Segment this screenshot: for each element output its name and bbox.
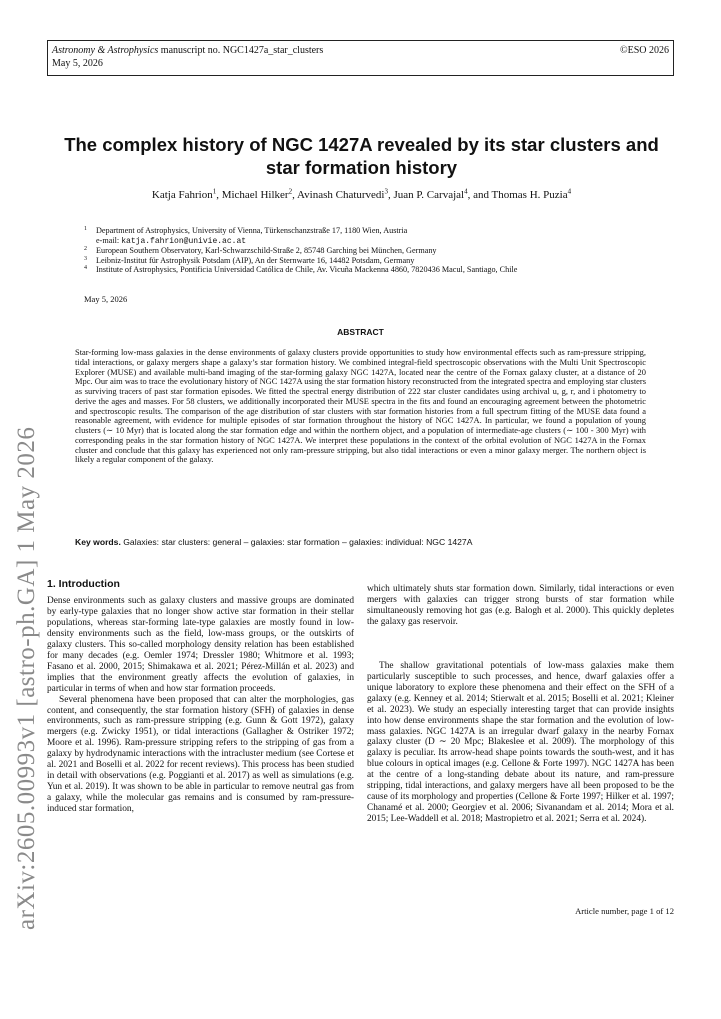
author-name: Michael Hilker — [221, 189, 289, 201]
running-header-box — [47, 40, 674, 76]
affiliation-row — [84, 256, 674, 266]
affiliation-row — [84, 246, 674, 256]
author-affiliation-mark: 1 — [212, 187, 217, 196]
affiliation-number: 2 — [84, 246, 87, 253]
affiliation-text: Department of Astrophysics, University of Vienna, Türkenschanzstraße 17, 1180 Wien, Austria — [96, 226, 408, 235]
page-footer: Article number, page 1 of 12 — [575, 906, 674, 916]
intro-paragraph: Dense environments such as galaxy clusters and massive groups are dominated by early-type galaxies that no longer show active star formation in their stellar populations, whereas star-forming late-type galaxies are mostly found in low-density environments such as the field, low-mass groups, or the outskirts of galaxy clusters. This so-called morphology density relation has been established for many decades (e.g. Oemler 1974; Dressler 1980; Whitmore et al. 1993; Fasano et al. 2000, 2015; Shimakawa et al. 2021; Pérez-Millán et al. 2023) and implies that the environment greatly affects the evolution of galaxies, in particular in terms of when and how star formation proceeds. — [47, 596, 354, 694]
right-column — [367, 584, 674, 825]
author-affiliation-mark: 3 — [384, 187, 388, 196]
header-date: May 5, 2026 — [52, 58, 103, 69]
affiliation-row — [84, 226, 674, 236]
paper-title: The complex history of NGC 1427A revealed by its star clusters and star formation history — [64, 134, 659, 178]
journal-name: Astronomy & Astrophysics — [52, 45, 159, 56]
affiliation-row — [84, 236, 674, 247]
journal-line — [52, 44, 323, 57]
left-column — [47, 596, 354, 815]
section-heading: 1. Introduction — [47, 578, 120, 590]
intro-paragraph: Several phenomena have been proposed that can alter the morphologies, gas content, and consequently, the star formation history (SFH) of galaxies in dense environments, such as ram-pressure stripping (e.g. Gunn & Gott 1972), galaxy mergers (e.g. Zwicky 1951), or tidal interactions (Gallagher & Ostriker 1972; Moore et al. 1996). Ram-pressure stripping refers to the stripping of gas from a galaxy by hydrodynamic interactions with the intracluster medium (see Cortese et al. 2021 and Boselli et al. 2022 for recent reviews). This process has been studied in detail with observations (e.g. Poggianti et al. 2017) as well as simulations (e.g. Yun et al. 2019). It was shown to be able in particular to remove neutral gas from a galaxy, while the molecular gas remains and is consumed by ram-pressure-induced star formation, — [47, 694, 354, 815]
author-name: Avinash Chaturvedi — [297, 189, 385, 201]
affiliation-text: Institute of Astrophysics, Pontificia Universidad Católica de Chile, Av. Vicuña Mackenna 4860, 7820436 Macul, Santiago, Chile — [96, 265, 518, 275]
affiliation-text: European Southern Observatory, Karl-Schwarzschild-Straße 2, 85748 Garching bei München, Germany — [96, 246, 437, 256]
arxiv-side-stamp: arXiv:2605.00993v1 [astro-ph.GA] 1 May 2026 — [13, 426, 40, 930]
affiliation-text: e-mail: — [96, 235, 122, 245]
affiliation-list — [84, 226, 674, 275]
copyright-notice: ©ESO 2026 — [620, 45, 669, 56]
keywords-line — [75, 537, 655, 548]
author-affiliation-mark: 4 — [464, 187, 468, 196]
affiliation-text: Leibniz-Institut für Astrophysik Potsdam (AIP), An der Sternwarte 16, 14482 Potsdam, Germany — [96, 255, 415, 265]
email-link[interactable]: katja.fahrion@univie.ac.at — [121, 236, 247, 246]
author-name: Juan P. Carvajal — [393, 189, 465, 201]
affiliation-number: 3 — [84, 255, 87, 262]
author-name: Thomas H. Puzia — [491, 189, 568, 201]
abstract-text: Star-forming low-mass galaxies in the dense environments of galaxy clusters provide opportunities to study how environmental effects such as ram-pressure stripping, tidal interactions, or galaxy mergers shape a galaxy’s star formation history. We combined integral-field spectroscopic observations with the Multi Unit Spectroscopic Explorer (MUSE) and available multi-band imaging of the star-forming galaxy NGC 1427A, located near the centre of the Fornax galaxy cluster, at a distance of 20 Mpc. Our aim was to trace the evolutionary history of NGC 1427A using the star formation history reconstructed from the integrated spectra and employing star clusters as surviving tracers of past star formation episodes. We fitted the spectral energy distribution of 222 star cluster candidates using archival u, g, r, and i photometry to derive the ages and masses. For 58 clusters, we additionally incorporated their MUSE spectra in the fits and found an encouraging agreement between the photometric and spectroscopic results. The comparison of the age distribution of star clusters with star formation histories from a full spectrum fitting of the MUSE data found a reasonable agreement, with evidence for multiple episodes of star formation throughout the history of NGC 1427A. In particular, we found a population of young clusters (∼ 10 Myr) that is located along the star formation edge and within the northern object, and a population of intermediate-age clusters (∼ 100 - 300 Myr) with corresponding peaks in the star formation history of NGC 1427A. We interpret these populations in the context of the orbital evolution of NGC 1427A in the Fornax cluster and conclude that this galaxy has experienced not only ram-pressure stripping, but also tidal interactions or even a minor galaxy merger. The northern object is likely a regular component of the galaxy. — [75, 347, 646, 465]
affiliation-row — [84, 265, 674, 275]
affiliation-number: 4 — [84, 265, 87, 272]
author-affiliation-mark: 4 — [567, 187, 572, 196]
author-list: Katja Fahrion$^1$, Michael Hilker$^2$, Avinash Chaturvedi$^3$, Juan P. Carvajal$^4$, and Thomas H. Puzia$^4$ — [151, 187, 572, 201]
abstract-heading: ABSTRACT — [337, 327, 384, 337]
keywords-label: Key words. — [75, 537, 121, 547]
affiliation-number: 1 — [84, 226, 87, 232]
intro-paragraph: which ultimately shuts star formation down. Similarly, tidal interactions or even mergers with galaxies can trigger strong bursts of star formation while simultaneously removing hot gas (e.g. Balogh et al. 2000). This quickly depletes the galaxy gas reservoir. — [367, 584, 674, 627]
received-date: May 5, 2026 — [84, 294, 128, 304]
intro-paragraph: The shallow gravitational potentials of low-mass galaxies make them particularly susceptible to such processes, and hence, dwarf galaxies offer a unique laboratory to explore these phenomena and their effect on the SFH of a galaxy (e.g. Kenney et al. 2014; Stierwalt et al. 2015; Boselli et al. 2021; Kleiner et al. 2023). We study an especially interesting target that can provide insights into how dense environments shape the star formation and the evolution of low-mass galaxies. NGC 1427A is an irregular dwarf galaxy in the nearby Fornax galaxy cluster (D ∼ 20 Mpc; Blakeslee et al. 2009). The morphology of this galaxy is peculiar. Its arrow-head shape points towards the south-west, and it has blue colours in optical images (e.g. Cellone & Forte 1997). NGC 1427A has been at the centre of a long-standing debate about its nature, and ram-pressure stripping, tidal interactions, and galaxy mergers have all been proposed to be the cause of its morphology and properties (Cellone & Forte 1997; Hilker et al. 1997; Chanamé et al. 2000; Georgiev et al. 2006; Sivanandam et al. 2014; Mora et al. 2015; Lee-Waddell et al. 2018; Mastropietro et al. 2021; Serra et al. 2024). — [367, 660, 674, 825]
manuscript-id: manuscript no. NGC1427a_star_clusters — [160, 45, 324, 56]
keywords-text: Galaxies: star clusters: general – galaxies: star formation – galaxies: individual: NGC 1427A — [123, 537, 473, 547]
author-name: Katja Fahrion — [151, 189, 213, 201]
author-affiliation-mark: 2 — [288, 187, 293, 196]
